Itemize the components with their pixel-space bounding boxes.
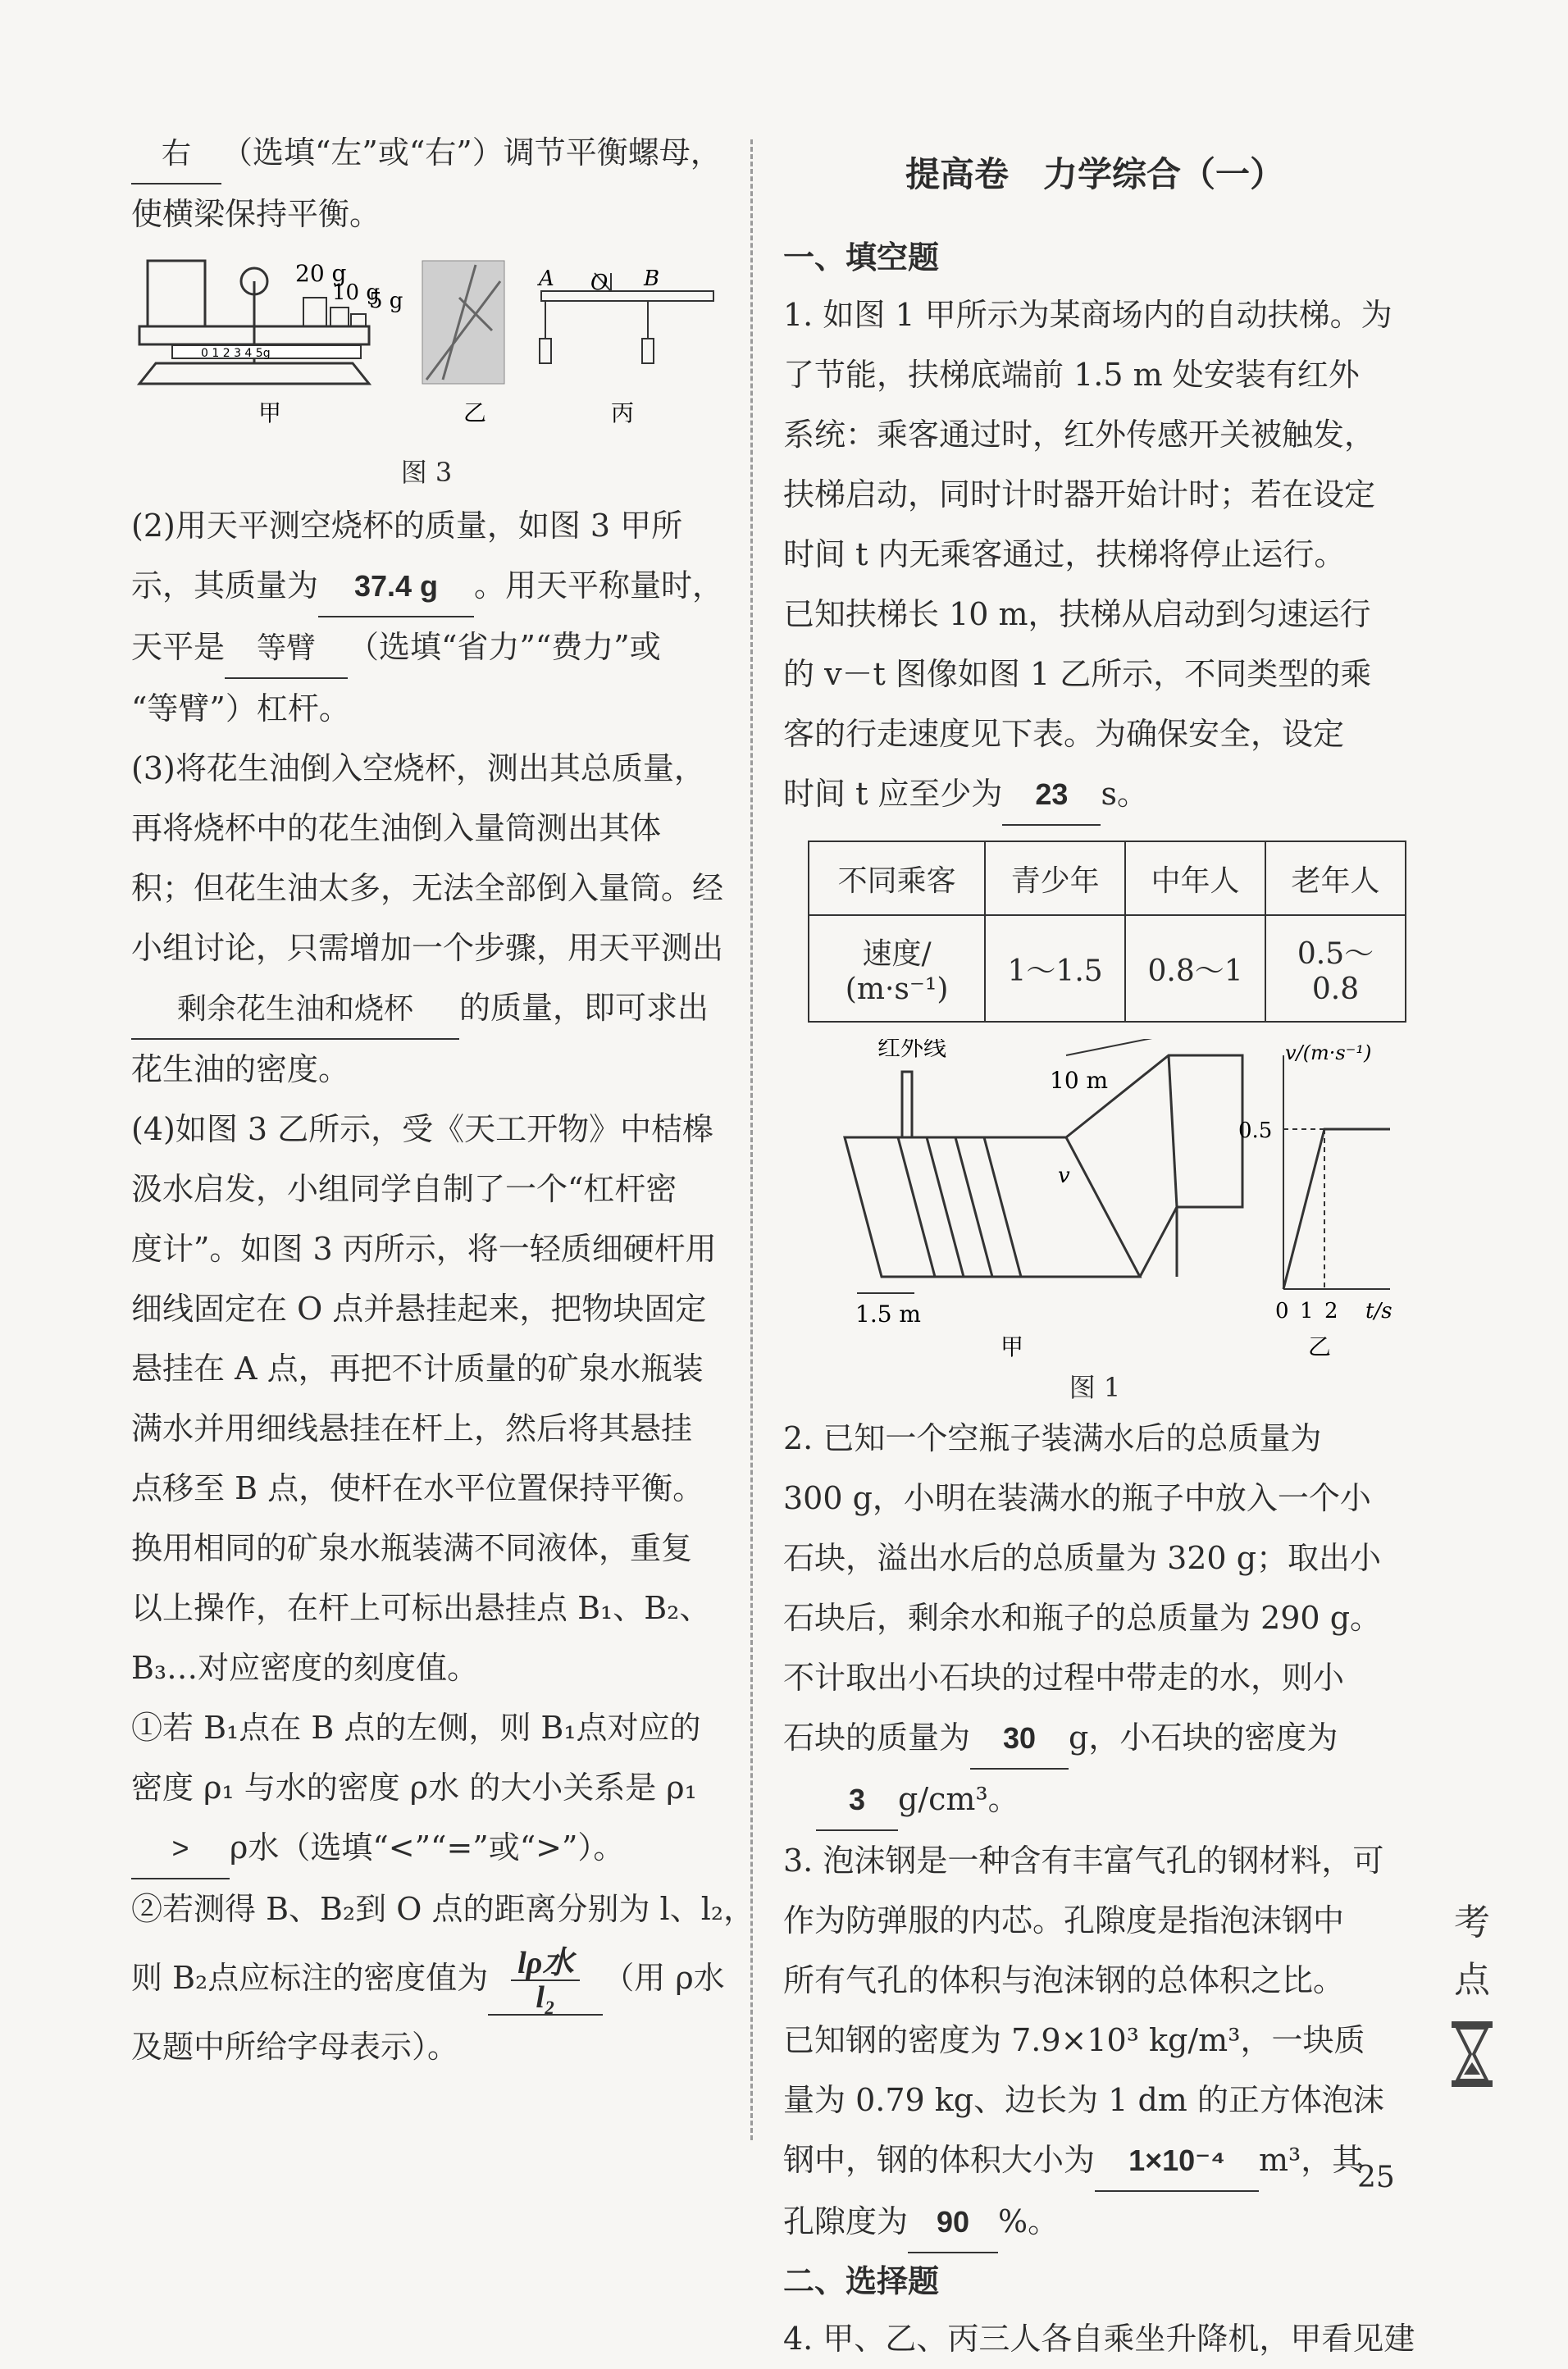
- text-line: [783, 1708, 1406, 1770]
- text-line: 不计取出小石块的过程中带走的水，则小: [783, 1660, 1345, 1696]
- fig-label-yi: 乙: [1308, 1333, 1332, 1360]
- table-head-line: (m·s⁻¹): [845, 973, 949, 1006]
- text-line: [783, 764, 1406, 826]
- table-cell: 青少年: [985, 841, 1125, 915]
- text-line: [131, 1818, 722, 1879]
- text-line: ①若 B₁点在 B 点的左侧，则 B₁点对应的: [131, 1710, 701, 1746]
- text-line: [783, 2192, 1406, 2253]
- fraction: [511, 1947, 580, 2014]
- section-heading: 一、填空题: [783, 239, 940, 276]
- text: 则 B₂点应标注的密度值为: [131, 1960, 489, 1996]
- fig-label-bing: 丙: [611, 399, 635, 426]
- text: %。: [998, 2203, 1060, 2239]
- text-line: “等臂”）杠杆。: [131, 690, 350, 727]
- answer-blank: 剩余花生油和烧杯: [131, 978, 459, 1040]
- fig-label-yi: 乙: [463, 399, 487, 426]
- point-a-label: A: [539, 267, 554, 291]
- text-line: 2. 已知一个空瓶子装满水后的总质量为: [783, 1420, 1322, 1456]
- text-line: [131, 1939, 725, 2017]
- text-line: [131, 978, 722, 1040]
- table-cell: 0.5～0.8: [1265, 915, 1406, 1022]
- t-tick-label: 2: [1324, 1299, 1338, 1323]
- text: （选填“左”或“右”）调节平衡螺母，: [221, 134, 722, 171]
- infrared-post: [902, 1072, 912, 1137]
- text-line: 度计”。如图 3 丙所示，将一轻质细硬杆用: [131, 1231, 717, 1267]
- well-sweep-picture: [422, 261, 504, 384]
- balance-base: [139, 363, 369, 384]
- text: g，小石块的密度为: [1069, 1720, 1338, 1756]
- text-line: 作为防弹服的内芯。孔隙度是指泡沫钢中: [783, 1902, 1345, 1938]
- answer-blank: 1×10⁻⁴: [1095, 2130, 1259, 2192]
- page-number: 25: [1357, 2161, 1395, 2194]
- text-line: 换用相同的矿泉水瓶装满不同液体，重复: [131, 1530, 693, 1566]
- bottle-b: [642, 339, 654, 363]
- escalator-floor: [845, 1137, 1140, 1277]
- text-line: 密度 ρ₁ 与水的密度 ρ水 的大小关系是 ρ₁: [131, 1770, 697, 1806]
- right-column: [783, 123, 1415, 2369]
- v-axis-label: v/(m·s⁻¹): [1285, 1041, 1372, 1064]
- fraction-numerator: lρ水: [511, 1947, 580, 1981]
- weight-20g: [303, 298, 326, 326]
- text-line: [783, 2130, 1406, 2192]
- side-tab: [1435, 1894, 1509, 2108]
- table-cell: 0.8～1: [1125, 915, 1265, 1022]
- hourglass-icon: [1447, 2017, 1497, 2091]
- answer-blank: 右: [131, 123, 221, 185]
- text: （用 ρ水: [603, 1960, 725, 1996]
- figure-1-caption: 图 1: [1069, 1372, 1121, 1403]
- text-line: 了节能，扶梯底端前 1.5 m 处安装有红外: [783, 357, 1360, 393]
- text-line: 扶梯启动，同时计时器开始计时；若在设定: [783, 476, 1376, 513]
- infrared-label: 红外线: [877, 1039, 947, 1061]
- table-row: [809, 915, 1406, 1022]
- figure-1-drawing: [783, 1039, 1406, 1367]
- point-o-label: O: [590, 271, 609, 295]
- side-tab-char: 考: [1454, 1902, 1490, 1943]
- text-line: [131, 617, 722, 679]
- left-column: [131, 123, 755, 2077]
- figure-3-caption: 图 3: [400, 457, 453, 488]
- column-divider: [750, 139, 753, 2140]
- answer-blank: >: [131, 1818, 230, 1879]
- text-line: 时间 t 内无乘客通过，扶梯将停止运行。: [783, 536, 1346, 572]
- text: s。: [1101, 776, 1148, 812]
- text-line: 石块，溢出水后的总质量为 320 g；取出小: [783, 1540, 1382, 1576]
- text-line: 细线固定在 O 点并悬挂起来，把物块固定: [131, 1291, 707, 1327]
- text-line: 已知钢的密度为 7.9×10³ kg/m³，一块质: [783, 2022, 1365, 2058]
- answer-fraction: [488, 1947, 603, 2016]
- weight-10g: [330, 308, 349, 326]
- section-heading: 二、选择题: [783, 2263, 940, 2299]
- text: 时间 t 应至少为: [783, 776, 1003, 812]
- figure-3: [131, 248, 722, 445]
- page-title: 提高卷 力学综合（一）: [905, 154, 1284, 194]
- answer-blank: 37.4 g: [318, 556, 474, 617]
- text-line: 积；但花生油太多，无法全部倒入量筒。经: [131, 870, 724, 906]
- answer-blank: 90: [908, 2192, 998, 2253]
- length-label: 10 m: [1050, 1067, 1109, 1094]
- text-line: (4)如图 3 乙所示，受《天工开物》中桔槔: [131, 1111, 714, 1147]
- text-line: (2)用天平测空烧杯的质量，如图 3 甲所: [131, 508, 683, 544]
- text-line: 及题中所给字母表示）。: [131, 2029, 459, 2065]
- table-row: [809, 841, 1406, 915]
- text: m³，其: [1259, 2142, 1364, 2178]
- text-line: 再将烧杯中的花生油倒入量筒测出其体: [131, 810, 662, 846]
- table-cell: 不同乘客: [809, 841, 985, 915]
- text-line: 300 g，小明在装满水的瓶子中放入一个小: [783, 1480, 1371, 1516]
- fig-label-jia: 甲: [1001, 1333, 1024, 1360]
- table-cell: [809, 915, 985, 1022]
- text-line: 3. 泡沫钢是一种含有丰富气孔的钢材料，可: [783, 1843, 1384, 1879]
- table-cell: 中年人: [1125, 841, 1265, 915]
- text-line: 已知扶梯长 10 m，扶梯从启动到匀速运行: [783, 596, 1371, 632]
- text-line: (3)将花生油倒入空烧杯，测出其总质量，: [131, 750, 705, 786]
- text-line: [131, 123, 722, 185]
- text: ρ水（选填“<”“=”或“>”）。: [230, 1829, 625, 1866]
- weight-label: 5 g: [369, 289, 403, 313]
- text-line: 花生油的密度。: [131, 1051, 350, 1087]
- text: 的质量，即可求出: [459, 990, 709, 1026]
- text: 天平是: [131, 629, 226, 665]
- text-line: 石块后，剩余水和瓶子的总质量为 290 g。: [783, 1600, 1382, 1636]
- beaker-shape: [148, 261, 205, 326]
- side-tab-char: 点: [1454, 1959, 1490, 2001]
- text-line: 量为 0.79 kg、边长为 1 dm 的正方体泡沫: [783, 2082, 1384, 2118]
- text-line: 系统：乘客通过时，红外传感开关被触发，: [783, 417, 1376, 453]
- text-line: 的 v－t 图像如图 1 乙所示，不同类型的乘: [783, 656, 1372, 692]
- velocity-arrow-label: v: [1058, 1164, 1070, 1188]
- t-axis-label: t/s: [1365, 1299, 1393, 1323]
- text-line: 小组讨论，只需增加一个步骤，用天平测出: [131, 930, 724, 966]
- answer-blank: 23: [1002, 764, 1101, 826]
- text-line: 满水并用细线悬挂在杆上，然后将其悬挂: [131, 1410, 693, 1446]
- vt-line: [1283, 1129, 1390, 1289]
- text: 。用天平称量时，: [474, 567, 724, 604]
- speed-table: [808, 841, 1406, 1023]
- table-cell: 老年人: [1265, 841, 1406, 915]
- text-line: 悬挂在 A 点，再把不计质量的矿泉水瓶装: [131, 1351, 704, 1387]
- figure-1: [783, 1039, 1406, 1367]
- base-label: 1.5 m: [855, 1301, 921, 1328]
- text: g/cm³。: [898, 1781, 1019, 1817]
- text-line: 使横梁保持平衡。: [131, 196, 381, 232]
- text-line: 1. 如图 1 甲所示为某商场内的自动扶梯。为: [783, 297, 1393, 333]
- weight-5g: [351, 314, 366, 326]
- weight-label: 10 g: [332, 280, 380, 305]
- fraction-denominator: l₂: [536, 1979, 556, 2015]
- scale-label: 0 1 2 3 4 5g: [201, 347, 271, 360]
- fig-label-jia: 甲: [258, 399, 282, 426]
- text-line: [131, 556, 722, 617]
- text: 孔隙度为: [783, 2203, 909, 2239]
- text-line: 4. 甲、乙、丙三人各自乘坐升降机，甲看见建: [783, 2321, 1415, 2357]
- v-tick-label: 0.5: [1238, 1118, 1273, 1143]
- answer-blank: 3: [816, 1770, 898, 1831]
- text-line: B₃…对应密度的刻度值。: [131, 1650, 479, 1686]
- text-line: [783, 1770, 1406, 1831]
- lever-rod: [541, 291, 713, 301]
- t-tick-label: 0: [1275, 1299, 1289, 1323]
- text-line: 所有气孔的体积与泡沫钢的总体积之比。: [783, 1962, 1345, 1998]
- text: 示，其质量为: [131, 567, 319, 604]
- text: 石块的质量为: [783, 1720, 971, 1756]
- weight-label: 20 g: [295, 260, 347, 287]
- text: （选填“省力”“费力”或: [348, 629, 661, 665]
- t-tick-label: 1: [1300, 1299, 1314, 1323]
- text-line: 汲水启发，小组同学自制了一个“杠杆密: [131, 1171, 677, 1207]
- table-head-line: 速度/: [862, 937, 932, 971]
- block-a: [540, 339, 551, 363]
- answer-blank: 30: [970, 1708, 1069, 1770]
- text-line: 以上操作，在杆上可标出悬挂点 B₁、B₂、: [131, 1590, 711, 1626]
- text-line: 客的行走速度见下表。为确保安全，设定: [783, 716, 1345, 752]
- text: 钢中，钢的体积大小为: [783, 2142, 1096, 2178]
- figure-3-drawing: [131, 248, 722, 445]
- answer-blank: 等臂: [225, 617, 348, 679]
- table-cell: 1～1.5: [985, 915, 1125, 1022]
- text-line: 点移至 B 点，使杆在水平位置保持平衡。: [131, 1470, 704, 1506]
- point-b-label: B: [644, 267, 660, 291]
- text-line: ②若测得 B、B₂到 O 点的距离分别为 l、l₂，: [131, 1891, 755, 1927]
